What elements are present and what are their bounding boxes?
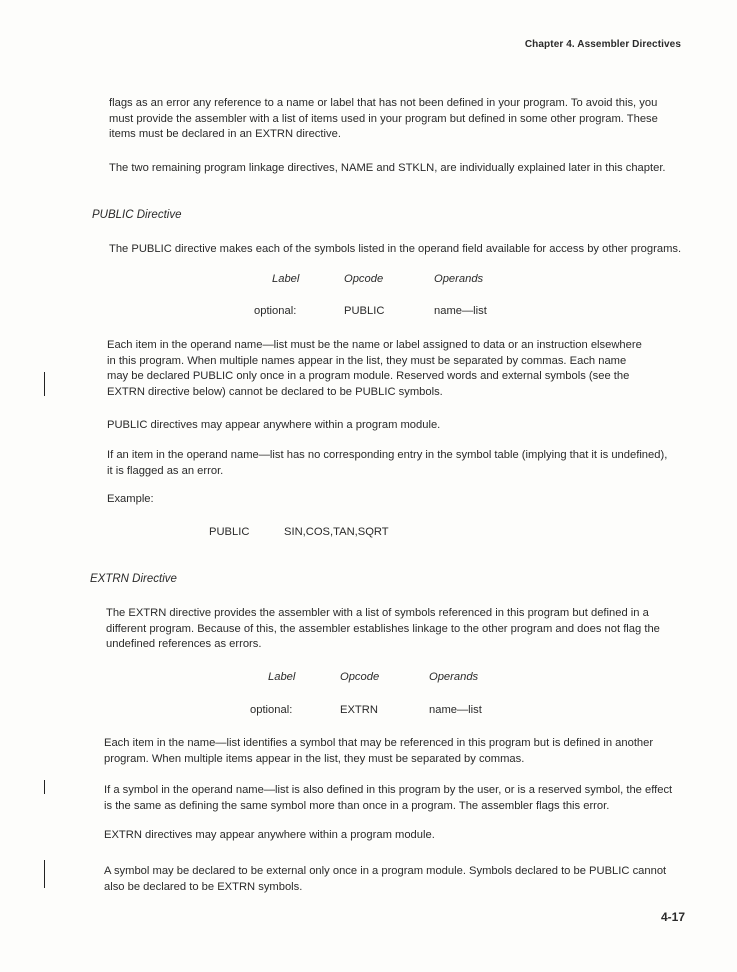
public-example-opcode: PUBLIC <box>209 526 250 538</box>
running-header: Chapter 4. Assembler Directives <box>524 39 681 50</box>
intro-paragraph-1: flags as an error any reference to a name or label that has not been defined in your program. To avoid this, you must provide the assembler with a list of items used in your program but defined in some other program. These items must be declared in an EXTRN directive. <box>109 97 658 140</box>
extrn-paragraph-1: Each item in the name—list identifies a symbol that may be referenced in this program but is defined in another program. When multiple items appear in the list, they must be separated by commas. <box>104 737 654 765</box>
revision-bar <box>44 860 45 888</box>
extrn-syntax-label-header: Label <box>268 671 296 683</box>
public-paragraph-3: If an item in the operand name—list has no corresponding entry in the symbol table (implying that it is undefined), it is flagged as an error. <box>107 449 668 477</box>
extrn-paragraph-2: If a symbol in the operand name—list is also defined in this program by the user, or is a reserved symbol, the effect is the same as defining the same symbol more than once in a program. The assembler flags this error. <box>104 784 673 812</box>
revision-bar <box>44 372 45 396</box>
public-syntax-operands-value: name—list <box>434 305 487 317</box>
extrn-paragraph-4: A symbol may be declared to be external only once in a program module. Symbols declared to be PUBLIC cannot also be declared to be EXTRN symbols. <box>104 865 667 893</box>
public-paragraph-2: PUBLIC directives may appear anywhere within a program module. <box>107 419 441 431</box>
extrn-syntax-opcode-value: EXTRN <box>340 704 378 716</box>
public-syntax-opcode-header: Opcode <box>344 273 384 285</box>
extrn-syntax-label-value: optional: <box>250 704 293 716</box>
extrn-paragraph-3: EXTRN directives may appear anywhere within a program module. <box>104 829 435 841</box>
public-directive-heading: PUBLIC Directive <box>92 209 182 221</box>
extrn-description: The EXTRN directive provides the assembler with a list of symbols referenced in this program but defined in a different program. Because of this, the assembler establishes linkage to the other program and does not flag the undefined references as errors. <box>106 607 660 650</box>
public-syntax-label-header: Label <box>272 273 300 285</box>
page-number: 4-17 <box>660 910 685 924</box>
public-paragraph-example-label: Example: <box>107 493 154 505</box>
revision-bar <box>44 780 45 794</box>
public-syntax-operands-header: Operands <box>434 273 484 285</box>
public-syntax-opcode-value: PUBLIC <box>344 305 385 317</box>
extrn-syntax-operands-value: name—list <box>429 704 482 716</box>
intro-paragraph-2: The two remaining program linkage directives, NAME and STKLN, are individually explained later in this chapter. <box>109 162 666 174</box>
extrn-syntax-opcode-header: Opcode <box>340 671 380 683</box>
public-description: The PUBLIC directive makes each of the symbols listed in the operand field available for access by other programs. <box>109 243 682 255</box>
public-syntax-label-value: optional: <box>254 305 297 317</box>
extrn-syntax-operands-header: Operands <box>429 671 479 683</box>
public-example-operands: SIN,COS,TAN,SQRT <box>284 526 389 538</box>
extrn-directive-heading: EXTRN Directive <box>90 573 177 585</box>
public-paragraph-1: Each item in the operand name—list must be the name or label assigned to data or an instruction elsewhere in this program. When multiple names appear in the list, they must be separated by commas. Each name may be declared PUBLIC only once in a program module. Reserved words and external symbols (see the EXTRN directive below) cannot be declared to be PUBLIC symbols. <box>107 339 642 398</box>
